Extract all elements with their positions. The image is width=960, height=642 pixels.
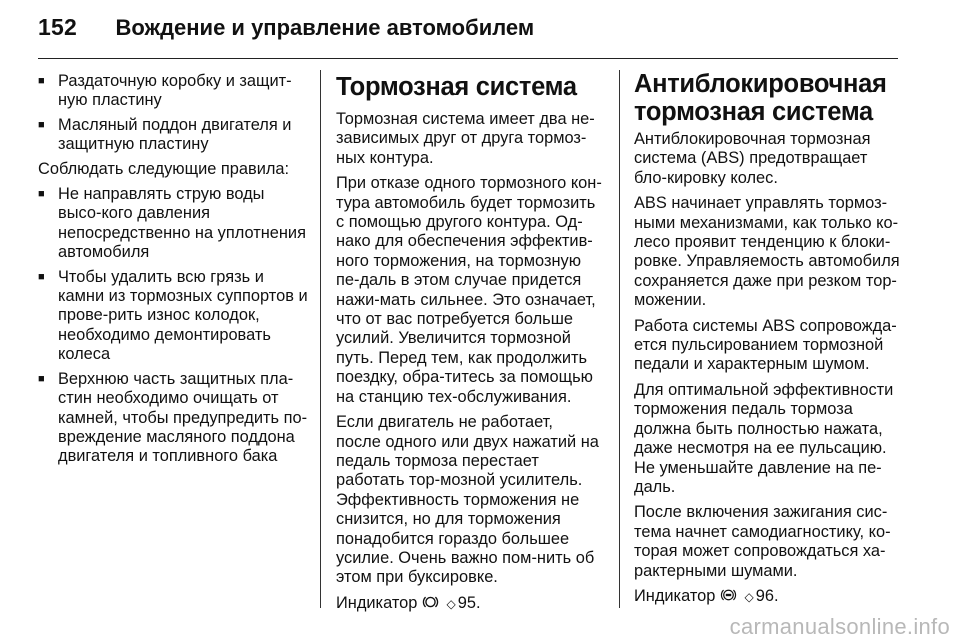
rules-intro: Соблюдать следующие правила: <box>38 159 290 178</box>
page-title: Вождение и управление автомобилем <box>115 15 535 40</box>
page-reference-icon: ◇ <box>744 589 754 604</box>
section-heading-brakes: Тормозная система <box>336 73 577 101</box>
square-bullet-icon: ■ <box>38 118 45 131</box>
paragraph: Для оптимальной эффективности торможения педаль тормоза должна быть полностью нажата, даже несмотря на ее пульсацию. Не уменьшайте давление на пе-даль. <box>634 380 894 496</box>
watermark: carmanualsonline.info <box>729 614 950 639</box>
paragraph: Тормозная система имеет два не-зависимых друг от друга тормоз-ных контура. <box>336 110 595 167</box>
list-item: ■ Масляный поддон двигателя и защитную пластину <box>38 115 292 154</box>
square-bullet-icon: ■ <box>38 188 45 201</box>
section-heading-abs: Антиблокировочная тормозная система <box>634 70 887 126</box>
column-divider-right <box>619 70 620 608</box>
indicator-reference: Индикатор ◇ 96. <box>634 586 779 605</box>
indicator-page-ref[interactable]: 96. <box>755 586 779 605</box>
page-reference-icon: ◇ <box>446 596 456 611</box>
page-header <box>38 14 534 54</box>
page-number: 152 <box>38 14 77 40</box>
paragraph: После включения зажигания сис-тема начнет самодиагностику, ко-торая может сопровождаться ха-рактерными шумами. <box>634 503 891 580</box>
column-middle <box>336 72 602 620</box>
abs-warning-icon <box>720 587 737 603</box>
list-item: ■ Раздаточную коробку и защит-ную пластину <box>38 72 292 110</box>
list-item: ■ Чтобы удалить всю грязь и камни из тормозных суппортов и прове-рить износ колодок, необходимо демонтировать колеса <box>38 267 308 364</box>
paragraph: Антиблокировочная тормозная система (ABS) предотвращает бло-кировку колес. <box>634 130 871 187</box>
indicator-reference: Индикатор ◇ 95. <box>336 593 481 612</box>
column-left <box>38 72 312 472</box>
column-divider-left <box>320 70 321 608</box>
list-item: ■ Верхнюю часть защитных пла-стин необходимо очищать от камней, чтобы предупредить по-вреждение масляного поддона двигателя и топливного бака <box>38 369 308 466</box>
brake-warning-icon <box>422 594 439 610</box>
paragraph: При отказе одного тормозного кон-тура автомобиль будет тормозить с помощью другого контура. Од-нако для обеспечения эффектив-ного торможения, на тормозную пе-даль в этом случае придется нажи-мать сильнее. Это означает, что от вас потребуется больше усилий. Увеличится тормозной путь. Перед тем, как продолжить поездку, обра-титесь за помощью на станцию тех-обслуживания. <box>336 174 602 406</box>
list-item: ■ Не направлять струю воды высо-кого давления непосредственно на уплотнения автомобиля <box>38 185 306 262</box>
header-divider <box>38 58 898 59</box>
square-bullet-icon: ■ <box>38 372 45 385</box>
column-right <box>634 72 904 613</box>
paragraph: Работа системы ABS сопровожда-ется пульсированием тормозной педали и характерным шумом. <box>634 316 897 374</box>
paragraph: Если двигатель не работает, после одного или двух нажатий на педаль тормоза перестает работать тор-мозной усилитель. Эффективность торможения не снизится, но для торможения понадобится гораздо большее усилие. Очень важно пом-нить об этом при буксировке. <box>336 413 599 587</box>
square-bullet-icon: ■ <box>38 270 45 283</box>
square-bullet-icon: ■ <box>38 75 45 87</box>
paragraph: ABS начинает управлять тормоз-ными механизмами, как только ко-лесо проявит тенденцию к блоки-ровке. Управляемость автомобиля сохраняется даже при резком тор-можении. <box>634 194 900 310</box>
indicator-page-ref[interactable]: 95. <box>457 593 481 612</box>
